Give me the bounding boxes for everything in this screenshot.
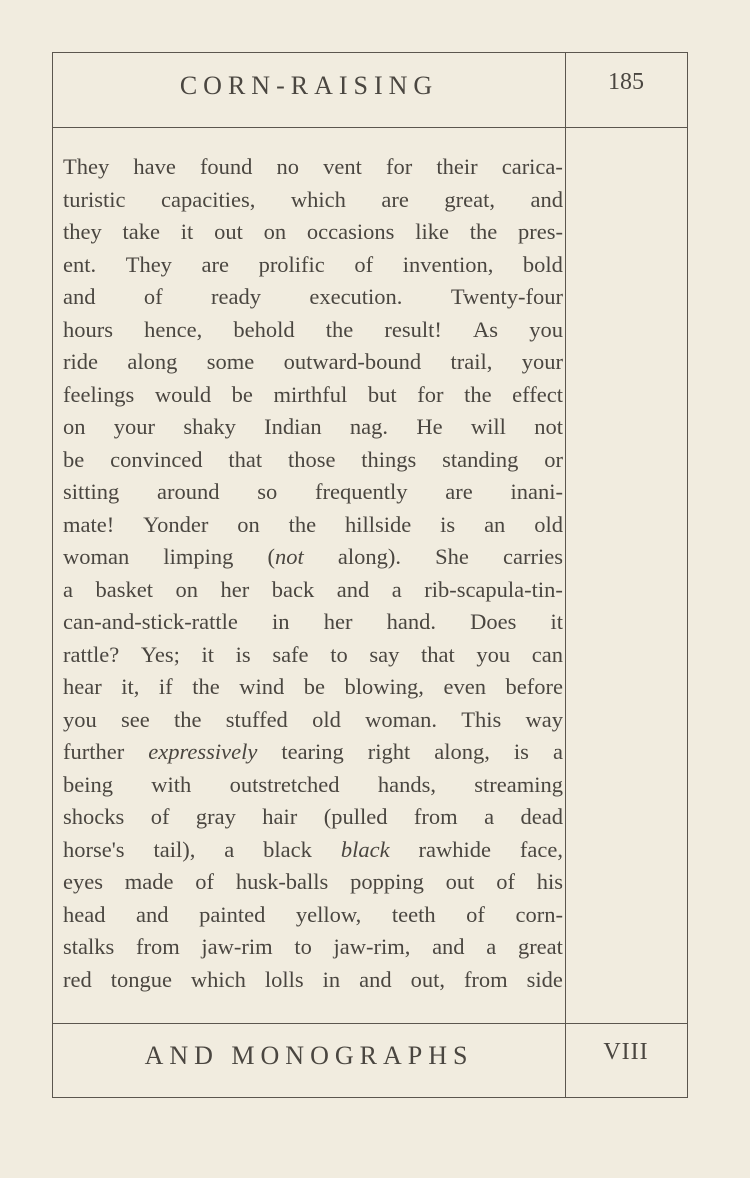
text-line: ent. They are prolific of invention, bold (63, 251, 563, 277)
page-frame (52, 52, 688, 1098)
header-rule (53, 127, 687, 128)
text-line: you see the stuffed old woman. This way (63, 706, 563, 732)
text-line: feelings would be mirthful but for the effect (63, 381, 563, 407)
text-line: can-and-stick-rattle in her hand. Does it (63, 609, 563, 634)
text-line: hear it, if the wind be blowing, even before (63, 674, 563, 699)
text-line: red tongue which lolls in and out, from side (63, 966, 563, 992)
text-line: They have found no vent for their carica- (63, 154, 563, 179)
text-line: hours hence, behold the result! As you (63, 316, 563, 342)
chapter-number: VIII (603, 1039, 649, 1065)
running-footer-title: AND MONOGRAPHS (144, 1041, 474, 1070)
body-text (63, 151, 563, 996)
text-line: they take it out on occasions like the pres- (63, 219, 563, 244)
margin-column-rule (565, 53, 566, 1097)
text-line: turistic capacities, which are great, and (63, 186, 563, 212)
text-line: being with outstretched hands, streaming (63, 771, 563, 797)
text-line: eyes made of husk-balls popping out of his (63, 869, 563, 894)
text-line: ride along some outward-bound trail, your (63, 349, 563, 374)
text-line: woman limping (not along). She carries (63, 544, 563, 569)
text-line: on your shaky Indian nag. He will not (63, 414, 563, 439)
text-line: sitting around so frequently are inani- (63, 479, 563, 504)
footer-rule (53, 1023, 687, 1024)
text-line: mate! Yonder on the hillside is an old (63, 511, 563, 537)
text-line: a basket on her back and a rib-scapula-tin- (63, 576, 563, 602)
text-line: and of ready execution. Twenty-four (63, 284, 563, 309)
text-line: horse's tail), a black black rawhide face, (63, 836, 563, 862)
text-line: further expressively tearing right along, is a (63, 739, 563, 764)
text-line: head and painted yellow, teeth of corn- (63, 901, 563, 927)
text-line: shocks of gray hair (pulled from a dead (63, 804, 563, 829)
page-number: 185 (608, 69, 644, 95)
text-line: stalks from jaw-rim to jaw-rim, and a great (63, 934, 563, 959)
text-line: rattle? Yes; it is safe to say that you can (63, 641, 563, 667)
text-line: be convinced that those things standing or (63, 446, 563, 472)
running-header-title: CORN-RAISING (179, 71, 439, 100)
